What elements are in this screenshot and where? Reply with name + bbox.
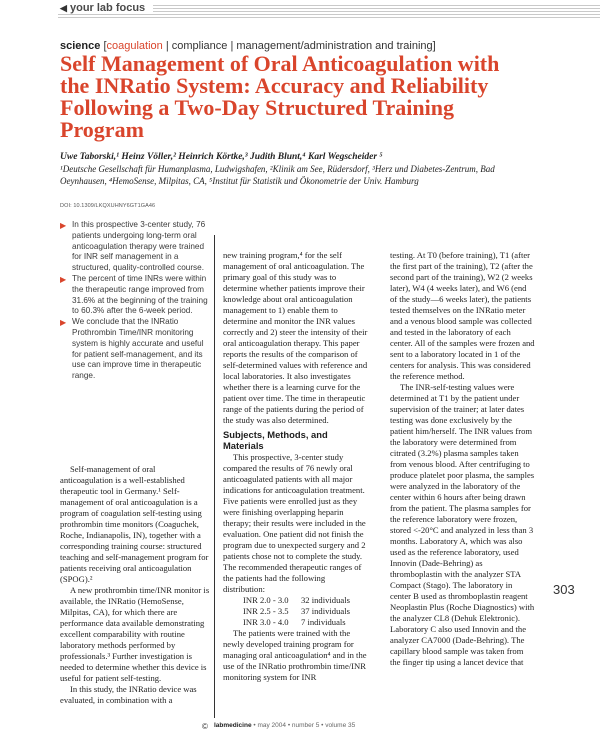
body-paragraph: The patients were trained with the newly developed training program for managing oral anticoagulation⁴ and in the use of the INRatio prothrombin time/INR monitoring system for INR: [223, 628, 367, 682]
body-paragraph: In this study, the INRatio device was evaluated, in combination with a: [60, 684, 197, 705]
abstract-item: [60, 220, 208, 274]
body-column-1: [60, 464, 210, 706]
your-lab-focus-label: your lab focus: [69, 2, 146, 14]
range-label: INR 2.5 - 3.5: [243, 606, 289, 616]
abstract-item-text: The percent of time INRs were within the therapeutic range improved from 31.6% at the beginning of the training to 60.3% after the 6-week period.: [72, 273, 208, 316]
body-paragraph: The INR-self-testing values were determined at T1 by the patient under supervision of the trainer; at later dates testing was done exclusively by the patient him/herself. The INR values from the laboratory were determined from citrated (3.2%) plasma samples taken from venous blood. After centrifuging to produce platelet poor plasma, the samples were analyzed in the laboratory of the center within 6 hours after being drawn from the patient. The plasma samples for the reference laboratory were frozen, stored <-20°C and analyzed in less than 3 months. Laboratory A, which was also used as the reference laboratory, used Innovin (Dade-Behring) as thromboplastin with the analyzer STA Compact (Stago). The laboratory in center B used as thromboplastin reagent Neoplastin Plus (Roche Diagnostics) with the analyzer CL8 (Dehuk Elektronic). Laboratory C also used Innovin and the analyzer CA7000 (Dade-Behring). The capillary blood sample was taken from the finger tip using a lancet device that: [390, 382, 535, 667]
section-heading-methods: Subjects, Methods, and Materials: [223, 429, 328, 451]
column-divider: [214, 235, 215, 718]
abstract-item-text: We conclude that the INRatio Prothrombin Time/INR monitoring system is highly accurate and useful for patient self-management, and its use can improve time in therapeutic range.: [72, 317, 204, 381]
triangle-bullet-icon: ▶: [60, 318, 67, 328]
abstract-bullets: [60, 220, 208, 382]
copyright-icon: ©: [202, 722, 208, 731]
section-rest: | compliance | management/administration and training]: [165, 40, 436, 52]
abstract-item: [60, 274, 208, 317]
triangle-left-icon: ◀: [60, 3, 67, 13]
body-column-3: [390, 250, 535, 668]
footer-brand: labmedicine: [214, 722, 252, 729]
article-authors: Uwe Taborski,¹ Heinz Völler,² Heinrich Körtke,³ Judith Blunt,⁴ Karl Wegscheider ⁵: [60, 152, 383, 162]
range-count: 37 individuals: [301, 606, 350, 616]
footer-journal-line: [214, 722, 355, 729]
triangle-bullet-icon: ▶: [60, 274, 67, 284]
your-lab-focus-band: [0, 0, 600, 22]
range-count: 32 individuals: [301, 595, 350, 605]
abstract-item-text: In this prospective 3-center study, 76 patients undergoing long-term oral anticoagulation therapy were trained for INR self management in a structured, quality-controlled course.: [72, 220, 206, 273]
page-number: 303: [553, 582, 575, 597]
range-label: INR 2.0 - 3.0: [243, 595, 289, 605]
body-paragraph: This prospective, 3-center study compared the results of 76 newly oral anticoagulated patients with all major indications for anticoagulation treatment. Five patients were enrolled just as they were finishing overlapping heparin therapy; their results were included in the evaluation. One patient did not finish the program due to unexpected surgery and 2 patients chose not to complete the study. The recommended therapeutic ranges of the patients had the following distribution:: [223, 452, 366, 594]
range-row: [223, 595, 368, 606]
abstract-item: [60, 317, 208, 382]
page-footer: [0, 721, 600, 735]
article-affiliations: ¹Deutsche Gesellschaft für Humanplasma, Ludwigshafen, ²Klinik am See, Rüdersdorf, ³Herz und Diabetes-Zentrum, Bad Oeynhausen, ⁴HemoSense, Milpitas, CA, ⁵Institut für Statistik und Ökonometrie der Univ. Hamburg: [60, 164, 495, 186]
body-paragraph: new training program,⁴ for the self management of oral anticoagulation. The primary goal of this study was to determine whether patients improve their knowledge about oral anticoagulation management to 1) enable them to determine and monitor the INR values correctly and 2) steer the intensity of their oral anticoagulation therapy. This paper reports the results of the comparison of self-determined values with reference and local laboratories. It also investigates whether there is a learning curve for the patient over time. The time in therapeutic range of the patients during the period of the study was also determined.: [223, 250, 368, 425]
triangle-bullet-icon: ▶: [60, 221, 67, 230]
section-coagulation: coagulation: [106, 40, 163, 52]
range-count: 7 individuals: [301, 617, 346, 627]
range-row: [223, 617, 368, 628]
section-science: science: [60, 40, 101, 52]
body-paragraph: Self-management of oral anticoagulation is a well-established therapeutic tool in Germany.¹ Self-management of oral anticoagulation is a program of coagulation self-testing using prothrombin time monitors (Coaguchek, Roche, Indianapolis, IN), together with a corresponding training course: structured teaching and self-management program for patients receiving oral anticoagulation (SPOG).²: [60, 464, 209, 584]
footer-issue: • may 2004 • number 5 • volume 35: [253, 722, 356, 729]
range-row: [223, 606, 368, 617]
your-lab-focus-tag: [58, 2, 153, 14]
body-column-2: [223, 250, 368, 683]
body-paragraph: A new prothrombin time/INR monitor is available, the INRatio (HemoSense, Milpitas, CA), for which there are performance data available demonstrating excellent comparability with routine laboratory methods performed by professionals.³ Further investigation is needed to determine whether this device is useful for patient self-testing.: [60, 585, 210, 683]
article-doi: DOI: 10.1309/LKQXUHNY6GT1GA46: [60, 203, 156, 209]
range-label: INR 3.0 - 4.0: [243, 617, 289, 627]
body-paragraph: testing. At T0 (before training), T1 (after the first part of the training), T2 (after the second part of the training), W2 (2 weeks later), W4 (4 weeks later), and W6 (end of the study—6 weeks later), the patients tested themselves on the INRatio meter and a venous blood sample was collected and tested in the laboratory of each center. All of the samples were frozen and sent to a laboratory located in 1 of the centers for analysis. This was considered the reference method.: [390, 250, 535, 381]
section-bracket-open: [: [103, 40, 107, 52]
article-title: Self Management of Oral Anticoagulation with the INRatio System: Accuracy and Reliability Following a Two-Day Structured Training Program: [60, 51, 500, 142]
